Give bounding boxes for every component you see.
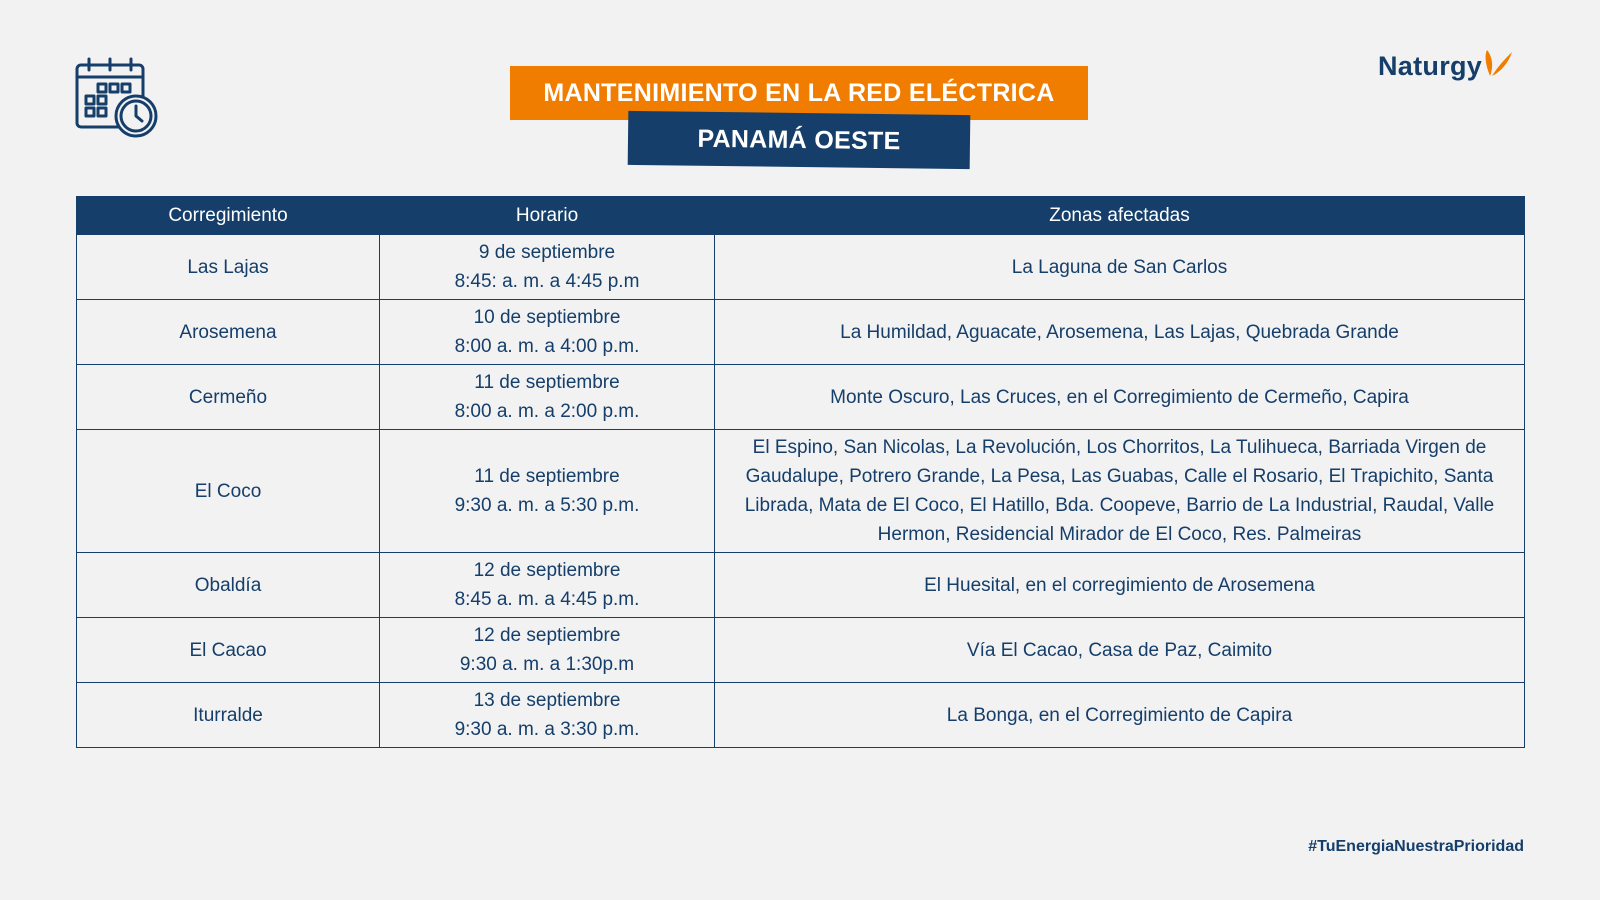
- hora-text: 8:00 a. m. a 4:00 p.m.: [454, 336, 640, 357]
- table-row: [77, 300, 1525, 365]
- fecha-text: 12 de septiembre: [473, 560, 621, 581]
- fecha-text: 11 de septiembre: [474, 372, 620, 393]
- region-subtitle: PANAMÁ OESTE: [628, 111, 971, 169]
- corregimiento-cell: Iturralde: [77, 683, 380, 748]
- fecha-text: 12 de septiembre: [473, 625, 621, 646]
- corregimiento-cell: Arosemena: [77, 300, 380, 365]
- horario-cell: [380, 683, 715, 748]
- hora-text: 9:30 a. m. a 1:30p.m: [459, 654, 635, 675]
- table-row: [77, 430, 1525, 553]
- corregimiento-cell: El Cacao: [77, 618, 380, 683]
- logo-text: Naturgy: [1378, 51, 1483, 81]
- horario-cell: [380, 365, 715, 430]
- zonas-cell: La Humildad, Aguacate, Arosemena, Las Lajas, Quebrada Grande: [715, 300, 1525, 365]
- fecha-text: 9 de septiembre: [478, 242, 616, 263]
- zonas-cell: La Laguna de San Carlos: [715, 235, 1525, 300]
- table-row: [77, 235, 1525, 300]
- hora-text: 8:45: a. m. a 4:45 p.m: [454, 271, 640, 292]
- horario-cell: [380, 300, 715, 365]
- zonas-cell: La Bonga, en el Corregimiento de Capira: [715, 683, 1525, 748]
- table-header-row: [77, 197, 1525, 235]
- hora-text: 8:45 a. m. a 4:45 p.m.: [454, 589, 640, 610]
- zonas-cell: Vía El Cacao, Casa de Paz, Caimito: [715, 618, 1525, 683]
- zonas-cell: Monte Oscuro, Las Cruces, en el Corregimiento de Cermeño, Capira: [715, 365, 1525, 430]
- table-row: [77, 553, 1525, 618]
- table-row: [77, 365, 1525, 430]
- corregimiento-cell: Obaldía: [77, 553, 380, 618]
- table-row: [77, 683, 1525, 748]
- horario-cell: [380, 235, 715, 300]
- hora-text: 9:30 a. m. a 3:30 p.m.: [454, 719, 640, 740]
- horario-cell: [380, 430, 715, 553]
- footer-hashtag: #TuEnergiaNuestraPrioridad: [1308, 838, 1524, 855]
- naturgy-butterfly-icon: [1484, 46, 1514, 78]
- zonas-cell: El Huesital, en el corregimiento de Arosemena: [715, 553, 1525, 618]
- corregimiento-cell: Cermeño: [77, 365, 380, 430]
- page-title: MANTENIMIENTO EN LA RED ELÉCTRICA: [510, 66, 1088, 120]
- horario-cell: [380, 553, 715, 618]
- fecha-text: 13 de septiembre: [473, 690, 621, 711]
- corregimiento-cell: El Coco: [77, 430, 380, 553]
- calendar-clock-icon: [74, 56, 160, 140]
- zonas-cell: El Espino, San Nicolas, La Revolución, Los Chorritos, La Tulihueca, Barriada Virgen de Gaudalupe, Potrero Grande, La Pesa, Las Guabas, Calle el Rosario, El Trapichito, Santa Librada, Mata de El Coco, El Hatillo, Bda. Coopeve, Barrio de La Industrial, Raudal, Valle Hermon, Residencial Mirador de El Coco, Res. Palmeiras: [715, 430, 1525, 553]
- header-zonas: Zonas afectadas: [715, 197, 1525, 235]
- naturgy-logo: [1378, 46, 1514, 86]
- fecha-text: 10 de septiembre: [473, 307, 621, 328]
- horario-cell: [380, 618, 715, 683]
- header-corregimiento: Corregimiento: [77, 197, 380, 235]
- header-horario: Horario: [380, 197, 715, 235]
- fecha-text: 11 de septiembre: [474, 466, 620, 487]
- corregimiento-cell: Las Lajas: [77, 235, 380, 300]
- maintenance-schedule-table: [76, 196, 1525, 748]
- hora-text: 8:00 a. m. a 2:00 p.m.: [454, 401, 640, 422]
- hora-text: 9:30 a. m. a 5:30 p.m.: [454, 495, 640, 516]
- table-row: [77, 618, 1525, 683]
